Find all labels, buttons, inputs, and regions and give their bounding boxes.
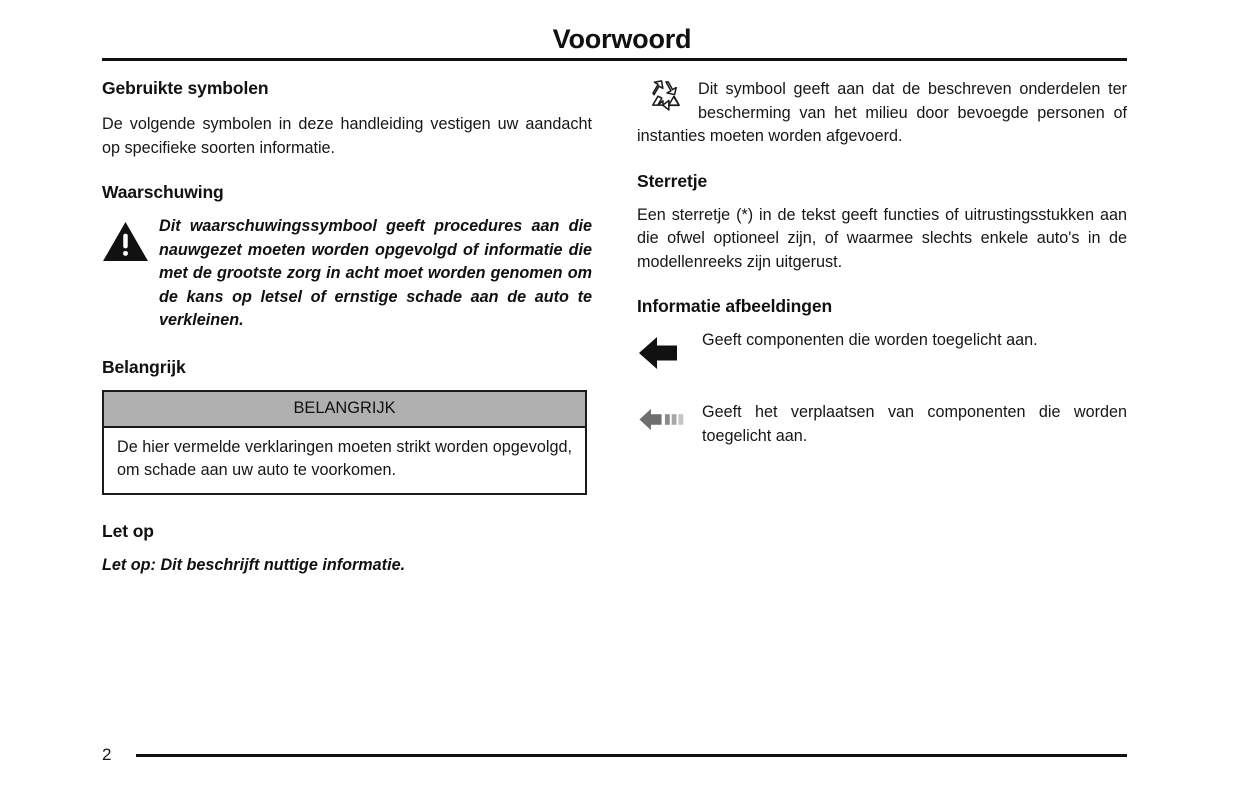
heading-waarschuwing: Waarschuwing <box>102 182 224 202</box>
important-callout-box <box>102 390 587 495</box>
footer-divider <box>136 754 1127 757</box>
heading-informatie-afbeeldingen: Informatie afbeeldingen <box>637 296 833 316</box>
note-text: Let op: Dit beschrijft nuttige informatie. <box>102 555 406 574</box>
warning-text: Dit waarschuwingssymbool geeft procedures aan die nauwgezet moeten worden opgevolgd of informatie die met de grootste zorg in acht moet worden genomen om de kans op letsel of ernstige schade aan de auto te verkleinen. <box>159 217 592 329</box>
warning-triangle-icon <box>102 221 149 267</box>
important-box-header: BELANGRIJK <box>104 392 585 428</box>
figure-legend-text-solid: Geeft componenten die worden toegelicht aan. <box>702 331 1038 349</box>
warning-block <box>102 215 592 333</box>
asterisk-paragraph: Een sterretje (*) in de tekst geeft functies of uitrustingsstukken aan die ofwel optioneel zijn, of waarmee slechts enkele auto's in de modellenreeks zijn uitgerust. <box>637 205 1127 271</box>
symbols-intro-paragraph: De volgende symbolen in deze handleiding vestigen uw aandacht op specifieke soorten informatie. <box>102 115 592 157</box>
important-box-body: De hier vermelde verklaringen moeten strikt worden opgevolgd, om schade aan uw auto te voorkomen. <box>117 437 572 479</box>
figure-legend-row-moving <box>637 401 1127 448</box>
right-column <box>637 78 1127 448</box>
recycling-paragraph <box>637 78 1127 149</box>
figure-legend-row-solid <box>637 329 1127 377</box>
page-footer <box>102 745 1127 765</box>
header-divider <box>102 58 1127 61</box>
page-title: Voorwoord <box>552 24 692 54</box>
page-number: 2 <box>102 745 112 764</box>
left-column <box>102 78 592 577</box>
figure-legend-text-moving: Geeft het verplaatsen van componenten die worden toegelicht aan. <box>702 403 1127 445</box>
recycling-symbol-icon <box>646 79 686 113</box>
heading-let-op: Let op <box>102 520 154 541</box>
recycling-text: Dit symbool geeft aan dat de beschreven onderdelen ter bescherming van het milieu door bevoegde personen of instanties moeten worden afgevoerd. <box>637 80 1127 145</box>
solid-left-arrow-icon <box>637 329 690 377</box>
heading-gebruikte-symbolen: Gebruikte symbolen <box>102 78 269 98</box>
heading-belangrijk: Belangrijk <box>102 356 186 377</box>
moving-left-arrow-icon <box>637 401 690 438</box>
heading-sterretje: Sterretje <box>637 170 708 191</box>
